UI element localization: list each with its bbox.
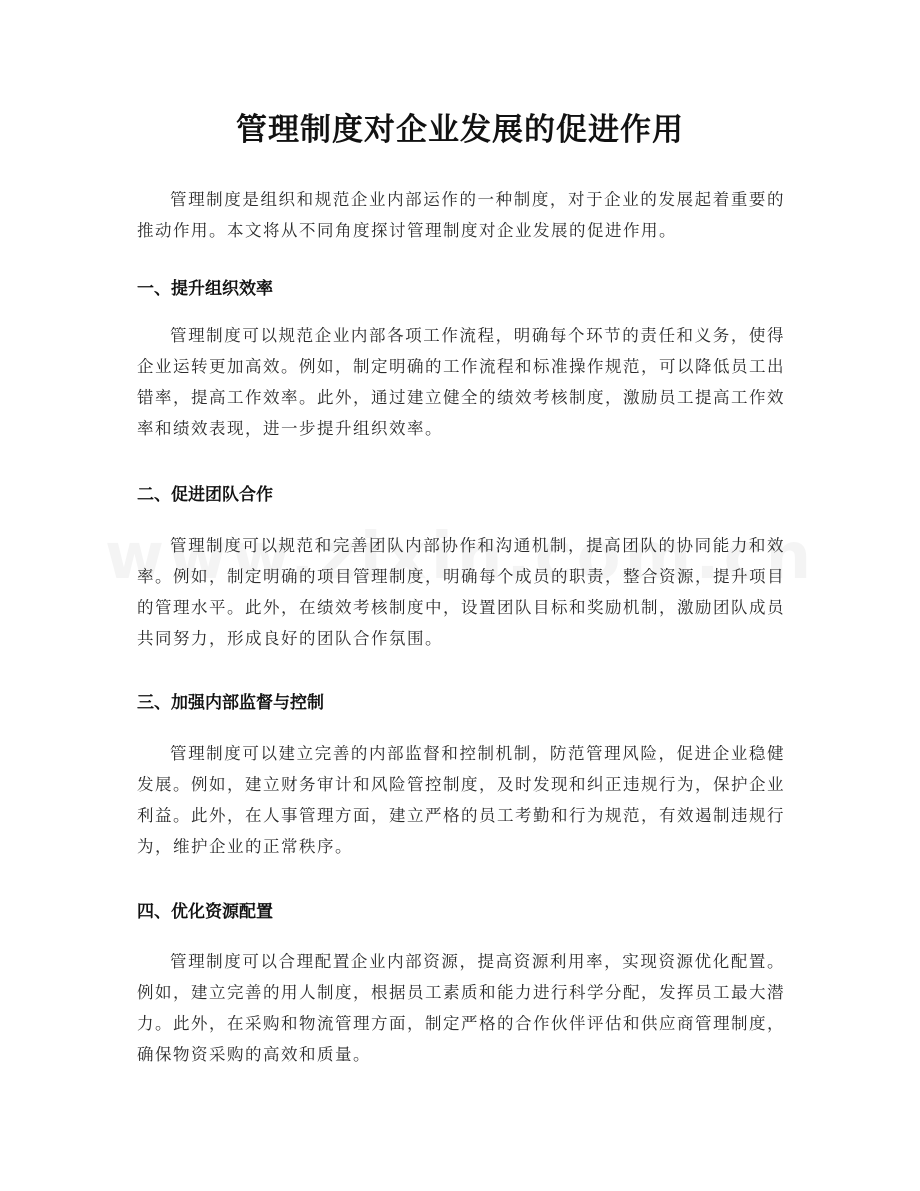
section-heading-2: 二、促进团队合作	[137, 485, 273, 505]
section-body-2: 管理制度可以规范和完善团队内部协作和沟通机制，提高团队的协同能力和效率。例如，制定明确的项目管理制度，明确每个成员的职责，整合资源，提升项目的管理水平。此外，在绩效考核制度中，设置团队目标和奖励机制，激励团队成员共同努力，形成良好的团队合作氛围。	[137, 536, 785, 648]
section-body-1: 管理制度可以规范企业内部各项工作流程，明确每个环节的责任和义务，使得企业运转更加高效。例如，制定明确的工作流程和标准操作规范，可以降低员工出错率，提高工作效率。此外，通过建立健全的绩效考核制度，激励员工提高工作效率和绩效表现，进一步提升组织效率。	[137, 326, 785, 438]
section-body-4: 管理制度可以合理配置企业内部资源，提高资源利用率，实现资源优化配置。例如，建立完善的用人制度，根据员工素质和能力进行科学分配，发挥员工最大潜力。此外，在采购和物流管理方面，制定严格的合作伙伴评估和供应商管理制度，确保物资采购的高效和质量。	[137, 952, 785, 1064]
section-body-3: 管理制度可以建立完善的内部监督和控制机制，防范管理风险，促进企业稳健发展。例如，建立财务审计和风险管控制度，及时发现和纠正违规行为，保护企业利益。此外，在人事管理方面，建立严格的员工考勤和行为规范，有效遏制违规行为，维护企业的正常秩序。	[137, 744, 785, 856]
section-heading-4: 四、优化资源配置	[137, 902, 273, 922]
section-heading-1: 一、提升组织效率	[137, 279, 273, 299]
page-title: 管理制度对企业发展的促进作用	[236, 112, 684, 148]
section-heading-3: 三、加强内部监督与控制	[137, 693, 324, 713]
intro-paragraph: 管理制度是组织和规范企业内部运作的一种制度，对于企业的发展起着重要的推动作用。本文将从不同角度探讨管理制度对企业发展的促进作用。	[137, 190, 785, 240]
